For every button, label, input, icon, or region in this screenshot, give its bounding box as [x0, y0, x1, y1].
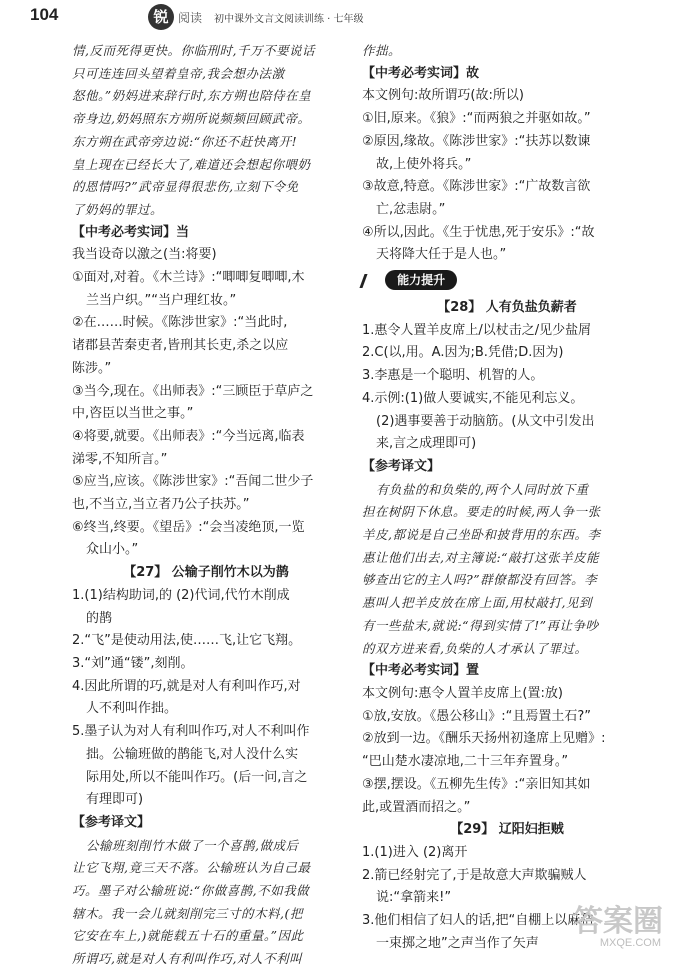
text-line: ⑤应当,应该。《陈涉世家》:“吾闻二世少子: [72, 474, 314, 490]
text-line: 皇上现在已经长大了,难道还会想起你喂奶: [72, 156, 311, 172]
text-line: 【参考译文】: [72, 814, 151, 830]
sparkle-icon: [359, 274, 379, 288]
text-line: 担在树阴下休息。要走的时候,两人争一张: [362, 504, 601, 520]
text-line: 人不利叫作拙。: [86, 701, 178, 717]
text-line: 3.“刘”通“镂”,刻削。: [72, 655, 194, 671]
text-line: ④将要,就要。《出师表》:“今当远离,临表: [72, 428, 305, 444]
page-number: 104: [30, 5, 59, 24]
text-line: 3.他们相信了妇人的话,把“自棚上以麻秸: [362, 913, 594, 929]
text-line: 故,上使外将兵。”: [376, 156, 472, 172]
text-line: 【参考译文】: [362, 458, 441, 474]
text-line: 【29】 辽阳妇拒贼: [450, 822, 564, 838]
text-line: 【28】 人有负盐负薪者: [437, 300, 577, 316]
text-line: 说:“拿箭来!”: [376, 890, 452, 906]
text-line: 情,反而死得更快。你临刑时,千万不要说话: [72, 43, 315, 58]
text-line: 只可连连回头望着皇帝,我会想办法激: [72, 65, 285, 81]
brand-subtitle: 阅读: [178, 11, 203, 25]
text-line: ①放,安放。《愚公移山》:“且焉置土石?”: [362, 708, 592, 724]
text-line: 来,言之成理即可): [376, 436, 477, 452]
text-line: 本文例句:故所谓巧(故:所以): [362, 88, 524, 104]
text-line: 诸郡县苦秦吏者,皆刑其长吏,杀之以应: [72, 338, 289, 354]
text-line: 亡,忿恚尉。”: [376, 201, 446, 217]
text-line: 东方朔在武帝旁边说:“你还不赶快离开!: [72, 133, 298, 149]
text-line: “巴山楚水凄凉地,二十三年弃置身。”: [362, 754, 569, 770]
brand-logo-icon: 锐: [148, 4, 174, 30]
right-column: [362, 40, 652, 955]
text-line: ⑥终当,终要。《望岳》:“会当凌绝顶,一览: [72, 519, 305, 535]
text-line: 羊皮,都说是自己坐卧和披背用的东西。李: [362, 527, 601, 543]
text-line: 际用处,所以不能叫作巧。(后一问,言之: [86, 769, 308, 785]
book-title: 初中课外文言文阅读训练 · 七年级: [214, 14, 364, 25]
text-line: 【中考必考实词】当: [72, 224, 190, 240]
text-line: 一束掷之地”之声当作了矢声: [376, 935, 539, 951]
text-line: 2.箭已经射完了,于是故意大声欺骗贼人: [362, 867, 587, 883]
text-line: 中,咨臣以当世之事。”: [72, 406, 194, 422]
text-line: 够查出它的主人吗?”群僚都没有回答。李: [362, 572, 598, 588]
text-line: 本文例句:惠令人置羊皮席上(置:放): [362, 685, 563, 701]
text-line: 1.惠令人置羊皮席上/以杖击之/见少盐屑: [362, 322, 592, 338]
text-line: 所谓巧,就是对人有利叫作巧,对人不利叫: [72, 951, 302, 967]
text-line: 4.因此所谓的巧,就是对人有利叫作巧,对: [72, 678, 301, 694]
text-line: ③摆,摆设。《五柳先生传》:“亲旧知其如: [362, 776, 591, 792]
text-line: 陈涉。”: [72, 360, 112, 376]
text-line: 的双方进来看,负柴的人才承认了罪过。: [362, 640, 588, 656]
text-line: 有负盐的和负柴的,两个人同时放下重: [376, 481, 589, 497]
text-line: 了奶妈的罪过。: [72, 201, 164, 217]
text-line: 2.“飞”是使动用法,使……飞,让它飞翔。: [72, 633, 302, 649]
right-top-block: [362, 40, 652, 267]
text-line: 让它飞翔,竟三天不落。公输班认为自己最: [72, 860, 311, 876]
text-line: 涕零,不知所言。”: [72, 451, 168, 467]
text-line: 公输班刻削竹木做了一个喜鹊,做成后: [86, 837, 299, 853]
text-line: 5.墨子认为对人有利叫作巧,对人不利叫作: [72, 724, 310, 740]
text-line: 有一些盐末,就说:“得到实情了!”再让争吵: [362, 617, 599, 633]
right-bottom-block: [362, 297, 652, 955]
watermark-url: MXQE.COM: [599, 937, 661, 949]
text-line: 1.(1)进入 (2)离开: [362, 844, 468, 860]
text-line: 它安在车上,)就能载五十石的重量。”因此: [72, 928, 304, 944]
text-line: 【中考必考实词】置: [362, 663, 480, 679]
text-line: 4.示例:(1)做人要诚实,不能见利忘义。: [362, 390, 584, 406]
text-line: 帝身边,奶妈照东方朔所说频频回顾武帝。: [72, 111, 311, 127]
text-line: 【中考必考实词】故: [362, 65, 480, 81]
text-line: 的鹊: [86, 610, 113, 626]
text-line: 怒他。”奶妈进来辞行时,东方朔也陪侍在皇: [72, 88, 312, 104]
text-line: 也,不当立,当立者乃公子扶苏。”: [72, 497, 250, 513]
text-line: ②原因,缘故。《陈涉世家》:“扶苏以数谏: [362, 133, 591, 149]
text-line: 3.李惠是一个聪明、机智的人。: [362, 368, 544, 384]
text-line: 【27】 公输子削竹木以为鹊: [123, 565, 289, 581]
text-line: ③当今,现在。《出师表》:“三顾臣于草庐之: [72, 383, 314, 399]
text-line: ①旧,原来。《狼》:“而两狼之并驱如故。”: [362, 111, 591, 127]
text-line: (2)遇事要善于动脑筋。(从文中引发出: [376, 413, 595, 429]
text-line: 2.C(以,用。A.因为;B.凭借;D.因为): [362, 345, 564, 361]
text-line: 我当设奇以激之(当:将要): [72, 247, 217, 263]
page-header: [0, 0, 675, 34]
text-line: 作拙。: [362, 43, 402, 58]
text-line: 天将降大任于是人也。”: [376, 247, 507, 263]
section-badge: [362, 270, 652, 292]
left-column: [72, 40, 340, 971]
text-line: 拙。公输班做的鹊能飞,对人没什么实: [86, 746, 299, 762]
text-line: 此,或置酒而招之。”: [362, 799, 471, 815]
text-line: ④所以,因此。《生于忧患,死于安乐》:“故: [362, 224, 595, 240]
text-line: ①面对,对着。《木兰诗》:“唧唧复唧唧,木: [72, 270, 305, 286]
text-line: ③故意,特意。《陈涉世家》:“广故数言欲: [362, 179, 591, 195]
text-line: 有理即可): [86, 792, 144, 808]
text-line: 惠叫人把羊皮放在席上面,用杖敲打,见到: [362, 595, 592, 611]
text-line: ②在……时候。《陈涉世家》:“当此时,: [72, 315, 288, 331]
text-line: 兰当户织。”“当户理红妆。”: [86, 292, 237, 308]
badge-label: 能力提升: [385, 270, 457, 290]
text-line: 1.(1)结构助词,的 (2)代词,代竹木削成: [72, 587, 290, 603]
watermark-logo: 答案圈: [573, 905, 663, 938]
text-line: 惠让他们出去,对主簿说:“敲打这张羊皮能: [362, 549, 600, 565]
text-line: 的恩情吗?”武帝显得很悲伤,立刻下令免: [72, 179, 299, 195]
text-line: 辖木。我一会儿就刻削完三寸的木料,(把: [72, 905, 303, 921]
text-line: 众山小。”: [86, 542, 139, 558]
text-line: 巧。墨子对公输班说:“你做喜鹊,不如我做: [72, 883, 310, 899]
text-line: ②放到一边。《酬乐天扬州初逢席上见赠》:: [362, 731, 606, 747]
